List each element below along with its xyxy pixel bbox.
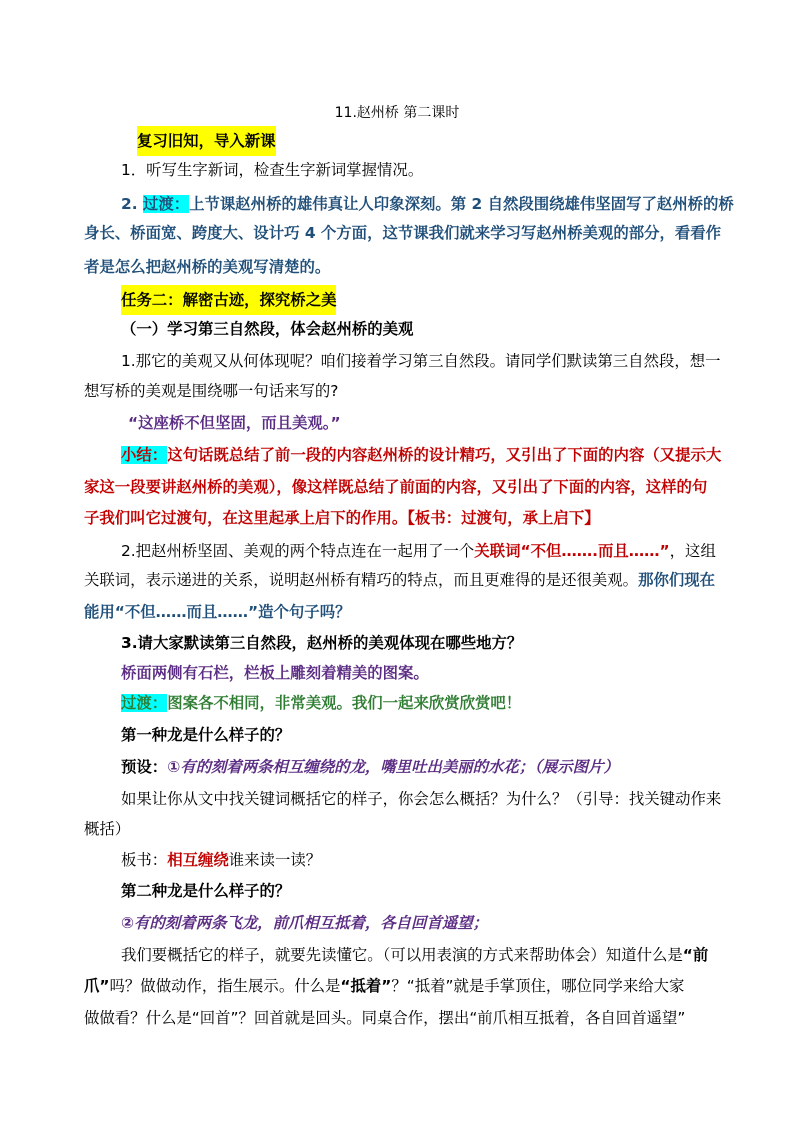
transition-2-text: 图案各不相同，非常美观。我们一起来欣赏欣赏吧！ <box>167 694 522 712</box>
paragraph-6-text-1: 如果让你从文中找关键词概括它的样子，你会怎么概括？为什么？（引导：找关键动作来 <box>121 790 722 808</box>
conjunction-phrase: 关联词“不但…….而且……” <box>474 542 670 560</box>
paragraph-2-text-3: 者是怎么把赵州桥的美观写清楚的。 <box>84 258 331 276</box>
paragraph-7-line-2 <box>0 971 794 1001</box>
preset-tag: 预设： <box>121 758 168 776</box>
transition-2-tag: 过渡： <box>121 694 168 712</box>
question-1 <box>0 720 794 750</box>
paragraph-7-text-2a: 爪” <box>84 977 110 995</box>
summary-line-3 <box>0 503 794 533</box>
paragraph-4-line-1 <box>0 536 794 566</box>
paragraph-2-line-1 <box>0 189 794 219</box>
summary-tag: 小结： <box>121 446 168 464</box>
paragraph-4-text-2a: 关联词，表示递进的关系，说明赵州桥有精巧的特点，而且更难得的是还很美观。 <box>84 571 639 589</box>
paragraph-2-text-2: 身长、桥面宽、跨度大、设计巧 4 个方面，这节课我们就来学习写赵州桥美观的部分，看看作 <box>84 224 722 242</box>
paragraph-7-text-2d: ？“抵着”就是手掌顶住，哪位同学来给大家 <box>391 977 685 995</box>
paragraph-1-text: 1．听写生字新词，检查生字新词掌握情况。 <box>121 161 424 179</box>
answer-2 <box>0 908 794 938</box>
paragraph-7-text-2b: 吗？做做动作，指生展示。什么是 <box>109 977 341 995</box>
paragraph-3-line-2 <box>0 376 794 406</box>
paragraph-3-line-1 <box>0 346 794 376</box>
paragraph-5-text: 3.请大家默读第三自然段，赵州桥的美观体现在哪些地方？ <box>121 634 523 652</box>
board-note-1: 【板书：过渡句，承上启下】 <box>407 509 600 527</box>
board-note-2 <box>0 845 794 875</box>
paragraph-4-text-3: 能用“不但……而且……”造个句子吗？ <box>84 603 351 621</box>
paragraph-2-number: 2. <box>121 195 143 213</box>
summary-line-1 <box>0 440 794 470</box>
paragraph-2-line-3 <box>0 252 794 282</box>
heading-task-two-text: 任务二：解密古迹，探究桥之美 <box>121 285 336 315</box>
board-label: 板书： <box>121 851 168 869</box>
paragraph-7-line-1 <box>0 940 794 970</box>
paragraph-6-line-1 <box>0 784 794 814</box>
question-2 <box>0 876 794 906</box>
lesson-title: 11.赵州桥 第二课时 <box>334 105 460 121</box>
heading-review <box>0 126 794 156</box>
key-sentence-text: “这座桥不但坚固，而且美观。” <box>128 414 341 432</box>
preset-answer <box>0 752 794 782</box>
paragraph-7-line-3 <box>0 1003 794 1033</box>
paragraph-7-text-1a: 我们要概括它的样子，就要先读懂它。（可以用表演的方式来帮助体会）知道什么是 <box>121 946 683 964</box>
paragraph-7-text-3: 做做看？什么是“回首”？回首就是回头。同桌合作，摆出“前爪相互抵着，各自回首遥望” <box>84 1009 686 1027</box>
board-word: 相互缠绕 <box>167 851 229 869</box>
paragraph-4-line-3 <box>0 597 794 627</box>
sub-heading-1 <box>0 314 794 344</box>
paragraph-3-text-2: 想写桥的美观是围绕哪一句话来写的? <box>84 382 339 400</box>
question-2-text: 第二种龙是什么样子的？ <box>121 882 291 900</box>
paragraph-1 <box>0 155 794 185</box>
paragraph-6-line-2 <box>0 814 794 844</box>
paragraph-7-text-1b: “前 <box>682 946 709 964</box>
answer-1-text: 桥面两侧有石栏，栏板上雕刻着精美的图案。 <box>121 664 429 682</box>
summary-line-2 <box>0 472 794 502</box>
transition-2 <box>0 688 794 718</box>
key-sentence <box>0 408 794 438</box>
paragraph-4-text-2b: 那你们现在 <box>638 571 716 589</box>
question-1-text: 第一种龙是什么样子的？ <box>121 726 291 744</box>
answer-1 <box>0 658 794 688</box>
paragraph-6-text-2: 概括） <box>84 820 131 838</box>
sub-heading-1-text: （一）学习第三自然段，体会赵州桥的美观 <box>121 320 414 338</box>
paragraph-5 <box>0 628 794 658</box>
summary-text-3: 子我们叫它过渡句，在这里起承上启下的作用。 <box>84 509 408 527</box>
paragraph-2-line-2 <box>0 218 794 248</box>
paragraph-3-text-1: 1.那它的美观又从何体现呢？咱们接着学习第三自然段。请同学们默读第三自然段，想一 <box>121 352 721 370</box>
paragraph-4-text-1c: ，这组 <box>669 542 716 560</box>
answer-2-text: ②有的刻着两条飞龙，前爪相互抵着，各自回首遥望； <box>121 914 489 932</box>
paragraph-4-text-1a: 2.把赵州桥坚固、美观的两个特点连在一起用了一个 <box>121 542 475 560</box>
heading-review-text: 复习旧知，导入新课 <box>137 126 276 156</box>
board-rest: 谁来读一读？ <box>228 851 322 869</box>
paragraph-2-text: 上节课赵州桥的雄伟真让人印象深刻。第 2 自然段围绕雄伟坚固写了赵州桥的桥 <box>189 195 734 213</box>
heading-task-two <box>0 285 794 315</box>
transition-tag: 过渡： <box>142 195 190 213</box>
paragraph-4-line-2 <box>0 565 794 595</box>
summary-text-1: 这句话既总结了前一段的内容赵州桥的设计精巧，又引出了下面的内容（又提示大 <box>167 446 722 464</box>
summary-text-2: 家这一段要讲赵州桥的美观），像这样既总结了前面的内容，又引出了下面的内容，这样的句 <box>84 478 708 496</box>
preset-text: ①有的刻着两条相互缠绕的龙，嘴里吐出美丽的水花；（展示图片） <box>167 758 619 776</box>
paragraph-7-text-2c: “抵着” <box>340 977 392 995</box>
